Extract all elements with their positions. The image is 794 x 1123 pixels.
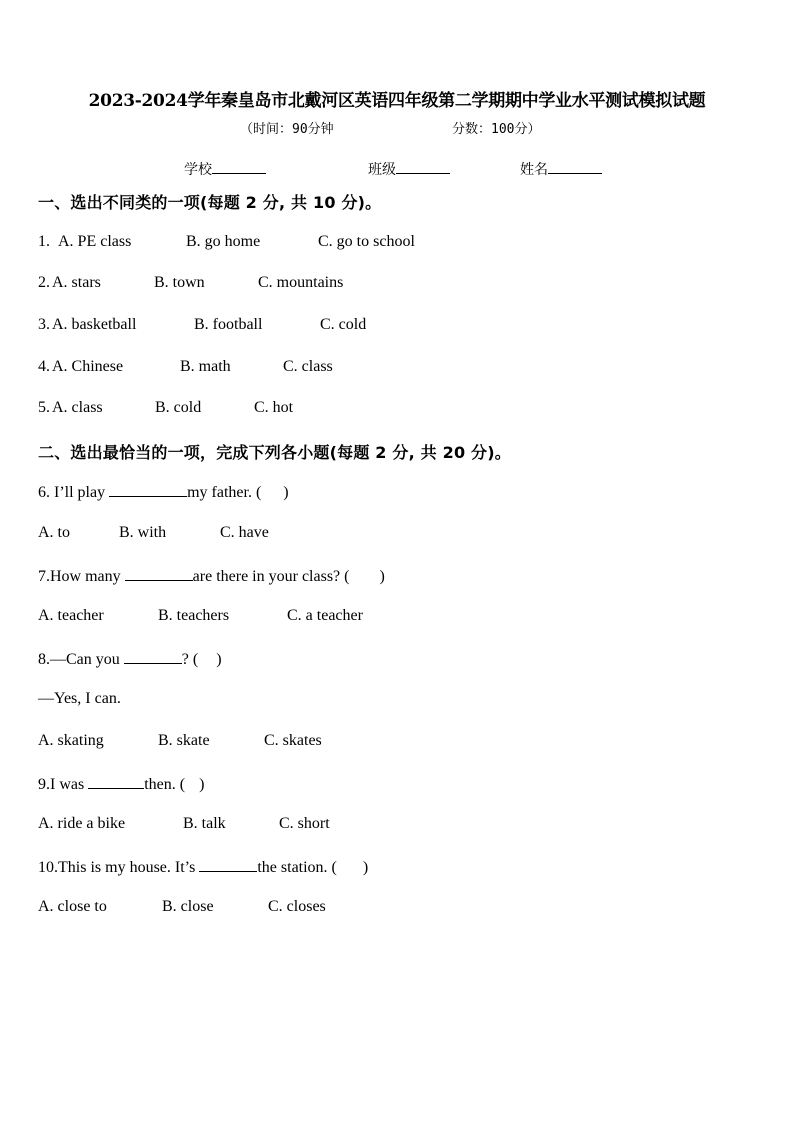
q8-option-b: B. skate (158, 732, 210, 749)
q9-option-a: A. ride a bike (38, 815, 126, 832)
q6-stem-start: 6. I’ll play (38, 484, 110, 501)
q9-paren-close: ) (199, 776, 205, 793)
q2-option-a: A. stars (52, 274, 101, 291)
q8-option-a: A. skating (38, 732, 104, 749)
section2-heading: 二、选出最恰当的一项，完成下列各小题(每题 2 分, 共 20 分)。 (38, 443, 511, 462)
q9-option-b: B. talk (183, 815, 226, 832)
q1-option-b: B. go home (186, 233, 261, 250)
q4-option-c: C. class (283, 358, 333, 375)
q8-blank[interactable] (124, 649, 182, 664)
q9-stem-end: then. ( (144, 776, 186, 793)
q1-number: 1. (38, 233, 50, 250)
q5-option-c: C. hot (254, 399, 294, 416)
q6-blank[interactable] (109, 482, 187, 497)
question-7 (38, 566, 385, 586)
exam-title: 2023-2024学年秦皇岛市北戴河区英语四年级第二学期期中学业水平测试模拟试题 (88, 91, 706, 111)
q6-option-b: B. with (119, 524, 167, 541)
q3-number: 3. (38, 316, 50, 333)
q3-option-b: B. football (194, 316, 263, 333)
q4-option-a: A. Chinese (52, 358, 124, 375)
q10-blank[interactable] (199, 857, 257, 872)
q7-paren-close: ) (379, 568, 385, 585)
name-blank[interactable] (548, 159, 602, 174)
q9-option-c: C. short (279, 815, 330, 832)
school-field: 学校 (184, 159, 266, 179)
question-8-reply: —Yes, I can. (38, 690, 121, 707)
exam-time: （时间：90分钟 (240, 122, 334, 137)
q8-paren-close: ) (216, 651, 222, 668)
q2-option-c: C. mountains (258, 274, 344, 291)
q2-number: 2. (38, 274, 50, 291)
q10-stem-start: 10.This is my house. It’s (38, 859, 200, 876)
q1-option-a: A. PE class (58, 233, 132, 250)
q6-stem-end: my father. ( (187, 484, 262, 501)
question-6 (38, 482, 289, 502)
q5-number: 5. (38, 399, 50, 416)
q5-option-a: A. class (52, 399, 103, 416)
q10-stem-end: the station. ( (257, 859, 337, 876)
question-8 (38, 649, 222, 669)
q10-option-a: A. close to (38, 898, 107, 915)
q7-option-a: A. teacher (38, 607, 104, 624)
q6-option-a: A. to (38, 524, 70, 541)
q6-option-c: C. have (220, 524, 269, 541)
school-blank[interactable] (212, 159, 266, 174)
q8-stem-start: 8.—Can you (38, 651, 124, 668)
q4-option-b: B. math (180, 358, 231, 375)
question-9 (38, 774, 204, 794)
q10-option-c: C. closes (268, 898, 326, 915)
q8-stem-end: ? ( (181, 651, 199, 668)
exam-score: 分数：100分） (452, 122, 541, 137)
q7-stem-end: are there in your class? ( (192, 568, 350, 585)
q4-number: 4. (38, 358, 50, 375)
name-field: 姓名 (520, 159, 602, 179)
q5-option-b: B. cold (155, 399, 202, 416)
q7-option-c: C. a teacher (287, 607, 363, 624)
q9-stem-start: 9.I was (38, 776, 89, 793)
q9-blank[interactable] (88, 774, 144, 789)
q10-option-b: B. close (162, 898, 214, 915)
q6-paren-close: ) (283, 484, 289, 501)
q8-option-c: C. skates (264, 732, 322, 749)
q7-stem-start: 7.How many (38, 568, 125, 585)
class-blank[interactable] (396, 159, 450, 174)
q3-option-a: A. basketball (52, 316, 137, 333)
class-field: 班级 (368, 159, 450, 179)
q2-option-b: B. town (154, 274, 205, 291)
question-10 (38, 857, 368, 877)
q7-option-b: B. teachers (158, 607, 230, 624)
q1-option-c: C. go to school (318, 233, 415, 250)
q7-blank[interactable] (125, 566, 193, 581)
q3-option-c: C. cold (320, 316, 367, 333)
q10-paren-close: ) (362, 859, 369, 876)
section1-heading: 一、选出不同类的一项(每题 2 分, 共 10 分)。 (38, 193, 382, 212)
